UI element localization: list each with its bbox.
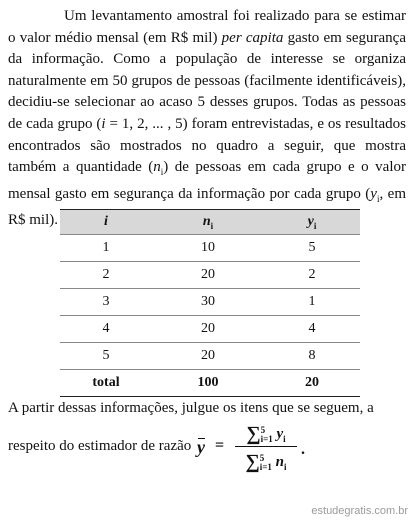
- table-header-row: [60, 210, 360, 235]
- header-y: $y_i$: [264, 210, 360, 235]
- header-n: $n_i$: [152, 210, 264, 235]
- closing-line-1: A partir dessas informações, julgue os itens que se seguem, a: [8, 400, 374, 416]
- y-variable: $y_i$: [370, 185, 380, 204]
- intro-paragraph: [8, 6, 406, 232]
- formula-numerator: ∑5 i=1 $y_i$: [246, 423, 286, 445]
- site-watermark: estudegratis.com.br: [311, 505, 408, 517]
- table-row: 4 20 4: [60, 316, 360, 343]
- table-row: 1 10 5: [60, 235, 360, 262]
- intro-text-1: Um levantamento amostral foi realizado para se estimar o valor médio mensal (em R$ mil): [8, 8, 406, 46]
- i-variable: i: [101, 115, 106, 132]
- n-variable: $n_i$: [153, 159, 164, 178]
- table-row: 5 20 8: [60, 343, 360, 370]
- header-i: i: [60, 210, 152, 235]
- per-capita-term: per capita: [221, 29, 284, 46]
- table-row: 3 30 1: [60, 289, 360, 316]
- table-row: 2 20 2: [60, 262, 360, 289]
- formula-fraction: [235, 421, 297, 472]
- intro-text-2: gasto em segurança da informação. Como a população de interesse se organiza naturalmente em 50 grupos de pessoas (facilmente identificáveis), decidiu-se selecionar ao acaso 5 desses grupos. Todas as pessoas de cada grupo (: [8, 29, 407, 132]
- formula-ybar: y: [197, 437, 205, 457]
- formula-equals: =: [215, 437, 225, 454]
- table-total-row: total 100 20: [60, 370, 360, 397]
- intro-text-4: ) de pessoas em cada grupo e o valor mensal gasto em segurança da informação por cada grupo (: [8, 159, 406, 202]
- data-table: [60, 209, 360, 397]
- intro-text-3: = 1, 2, ... , 5) foram entrevistadas, e os resultados encontrados são mostrados no quadro a seguir, que mostra também a quantidade (: [8, 115, 406, 176]
- intro-text-5: , em R$ mil).: [8, 185, 406, 229]
- formula-denominator: ∑5 i=1 $n_i$: [245, 451, 287, 473]
- formula-period: .: [301, 441, 305, 458]
- closing-line-2: respeito do estimador de razão: [8, 438, 192, 454]
- closing-paragraph: [8, 398, 406, 420]
- problem-statement: [8, 6, 406, 232]
